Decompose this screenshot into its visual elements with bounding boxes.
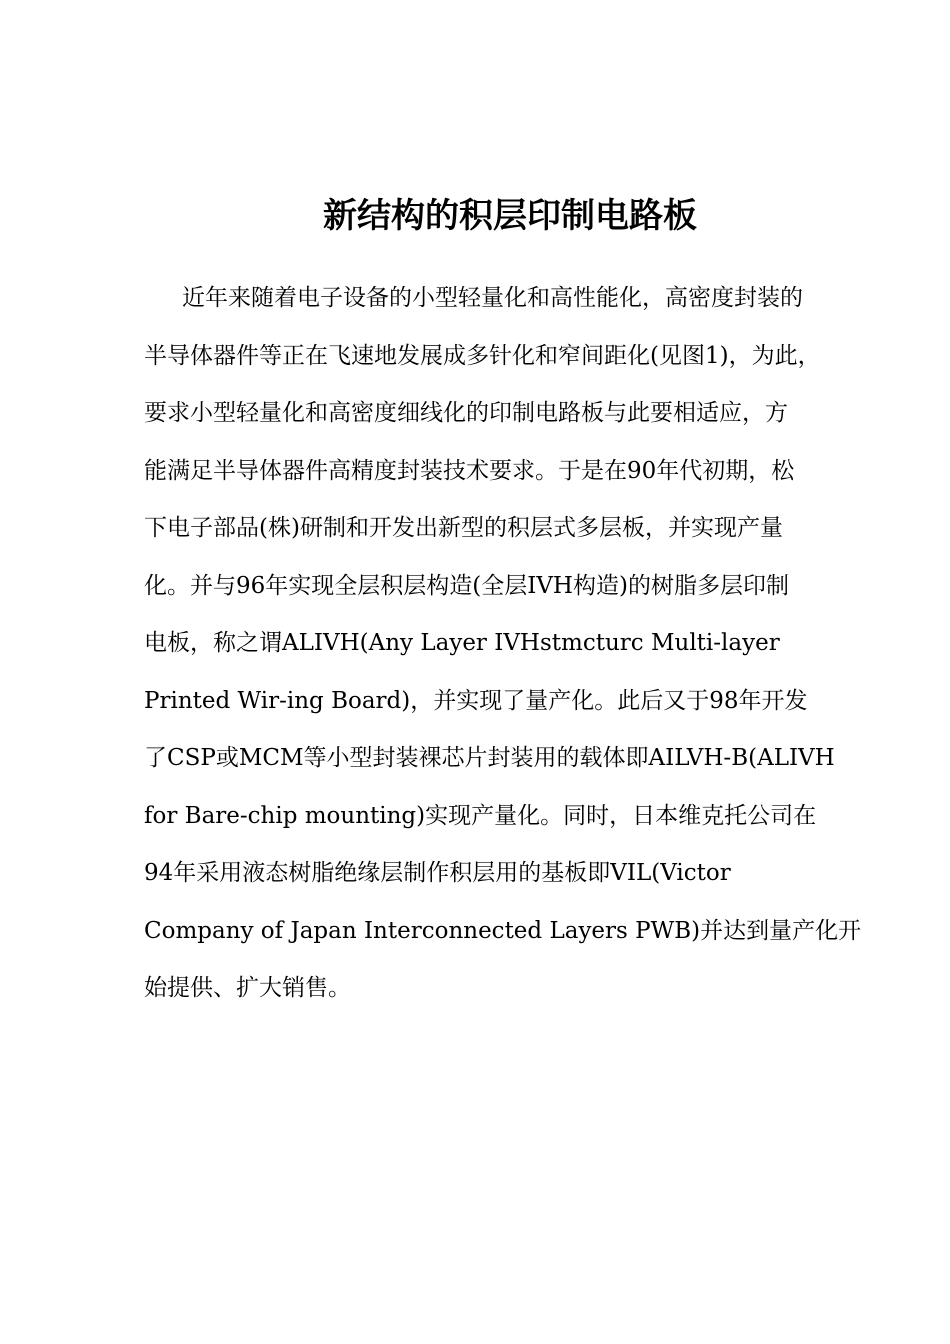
body-line: 化。并与96年实现全层积层构造(全层IVH构造)的树脂多层印制 [144,572,789,599]
body-line: 能满足半导体器件高精度封装技术要求。于是在90年代初期，松 [144,457,795,484]
body-line: 始提供、扩大销售。 [144,975,351,1001]
document-body [144,270,889,1018]
body-line: Printed Wir-ing Board)，并实现了量产化。此后又于98年开发 [144,687,808,714]
body-line: 了CSP或MCM等小型封装裸芯片封装用的载体即AILVH-B(ALIVH [144,745,835,771]
body-line: for Bare-chip mounting)实现产量化。同时，日本维克托公司在 [144,802,817,829]
body-line: 半导体器件等正在飞速地发展成多针化和窄间距化(见图1)，为此， [144,342,821,369]
document-title: 新结构的积层印制电路板 [323,196,697,236]
body-line: 电板，称之谓ALIVH(Any Layer IVHstmcturc Multi-layer [144,630,780,656]
body-line: 近年来随着电子设备的小型轻量化和高性能化，高密度封装的 [182,285,803,311]
body-line: 下电子部品(株)研制和开发出新型的积层式多层板，并实现产量 [144,515,783,541]
body-line: 要求小型轻量化和高密度细线化的印制电路板与此要相适应，方 [144,400,788,426]
body-line: 94年采用液态树脂绝缘层制作积层用的基板即VIL(Victor [144,860,731,886]
body-line: Company of Japan Interconnected Layers PWB)并达到量产化开 [144,917,862,944]
